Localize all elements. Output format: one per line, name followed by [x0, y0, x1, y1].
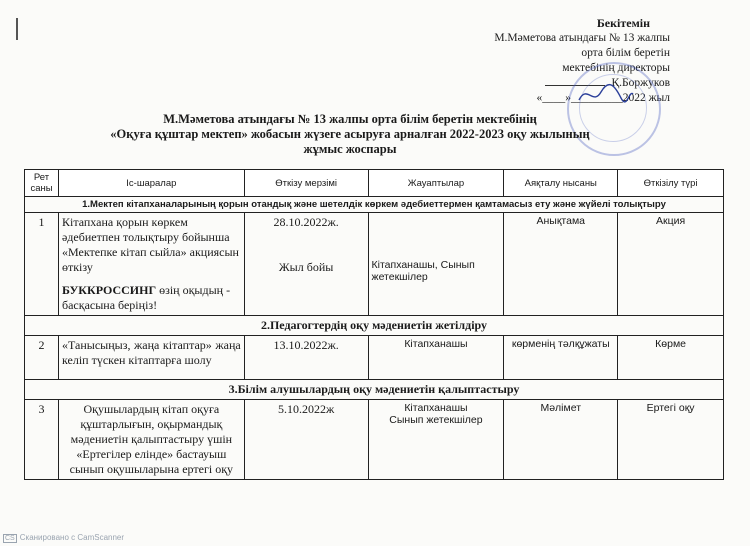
row-responsible: Кітапханашы [368, 336, 504, 380]
responsible-text: Кітапханашы [404, 402, 468, 414]
table-row [25, 213, 724, 316]
table-header-row [25, 170, 724, 197]
signature-scribble [575, 80, 635, 110]
table-row [25, 400, 724, 480]
responsible-text: Сынып жетекшілер [389, 414, 483, 426]
row-type: Ертегі оқу [618, 400, 724, 480]
director-name: Қ.Боржуков [611, 77, 670, 89]
header-activity: Іс-шаралар [58, 170, 244, 197]
document-heading [90, 112, 610, 157]
row-completion-form: көрменің тәлқұжаты [504, 336, 618, 380]
approval-date: «____»_________2022 жыл [536, 92, 670, 104]
activity-text: өзің оқыдың - басқасына беріңіз! [61, 283, 231, 312]
row-number: 3 [25, 400, 59, 480]
row-activity: Оқушылардың кітап оқуға құштарлығын, оқырмандық мәдениетін қалыптастыру үшін «Ертегілер елінде» бастауыш сынып оқушыларына ертегі оқу [58, 400, 244, 480]
header-completion-form: Аяқталу нысаны [504, 170, 618, 197]
work-plan-table [24, 169, 724, 480]
row-completion-form: Анықтама [504, 213, 618, 316]
heading-line: жұмыс жоспары [303, 142, 397, 156]
row-activity: «Танысыңыз, жаңа кітаптар» жаңа келіп түскен кітаптарға шолу [58, 336, 244, 380]
row-type: Акция [618, 213, 724, 316]
approval-line: М.Мәметова атындағы № 13 жалпы [494, 32, 670, 44]
section-title: 1.Мектеп кітапханаларының қорын отандық және шетелдік көркем әдебиеттермен қамтамасыз ету және жүйелі толықтыру [25, 197, 724, 213]
section-row [25, 316, 724, 336]
row-date [244, 213, 368, 316]
row-date: 13.10.2022ж. [244, 336, 368, 380]
page-corner-mark [16, 18, 18, 40]
row-responsible [368, 213, 504, 316]
row-completion-form: Мәлімет [504, 400, 618, 480]
row-number: 1 [25, 213, 59, 316]
date-text: 28.10.2022ж. [273, 215, 339, 229]
section-title: 2.Педагогтердің оқу мәдениетін жетілдіру [25, 316, 724, 336]
heading-line: М.Мәметова атындағы № 13 жалпы орта білім беретін мектебінің [163, 112, 537, 126]
activity-highlight: БУККРОССИНГ [61, 283, 157, 297]
row-date: 5.10.2022ж [244, 400, 368, 480]
header-number: Рет саны [25, 170, 59, 197]
section-row [25, 197, 724, 213]
heading-line: «Оқуға құштар мектеп» жобасын жүзеге асыруға арналған 2022-2023 оқу жылының [110, 127, 590, 141]
table-row [25, 336, 724, 380]
header-responsible: Жауаптылар [368, 170, 504, 197]
row-type: Көрме [618, 336, 724, 380]
scanner-watermark [3, 533, 124, 543]
responsible-text: Кітапханашы, Сынып жетекшілер [371, 259, 475, 283]
approval-line: орта білім беретін [581, 47, 670, 59]
approval-title: Бекітемін [596, 16, 650, 30]
approval-line: мектебінің директоры [562, 62, 670, 74]
activity-text: Кітапхана қорын көркем әдебиетпен толықтыру бойынша «Мектепке кітап сыйла» акциясын өткізу [61, 215, 239, 274]
section-row [25, 380, 724, 400]
row-number: 2 [25, 336, 59, 380]
camscanner-icon: CS [5, 535, 15, 542]
date-text: Жыл бойы [278, 260, 334, 274]
section-title: 3.Білім алушылардың оқу мәдениетін қалыптастыру [25, 380, 724, 400]
header-date: Өткізу мерзімі [244, 170, 368, 197]
header-type: Өткізілу түрі [618, 170, 724, 197]
watermark-text: Сканировано с CamScanner [19, 533, 125, 542]
row-responsible [368, 400, 504, 480]
row-activity [58, 213, 244, 316]
